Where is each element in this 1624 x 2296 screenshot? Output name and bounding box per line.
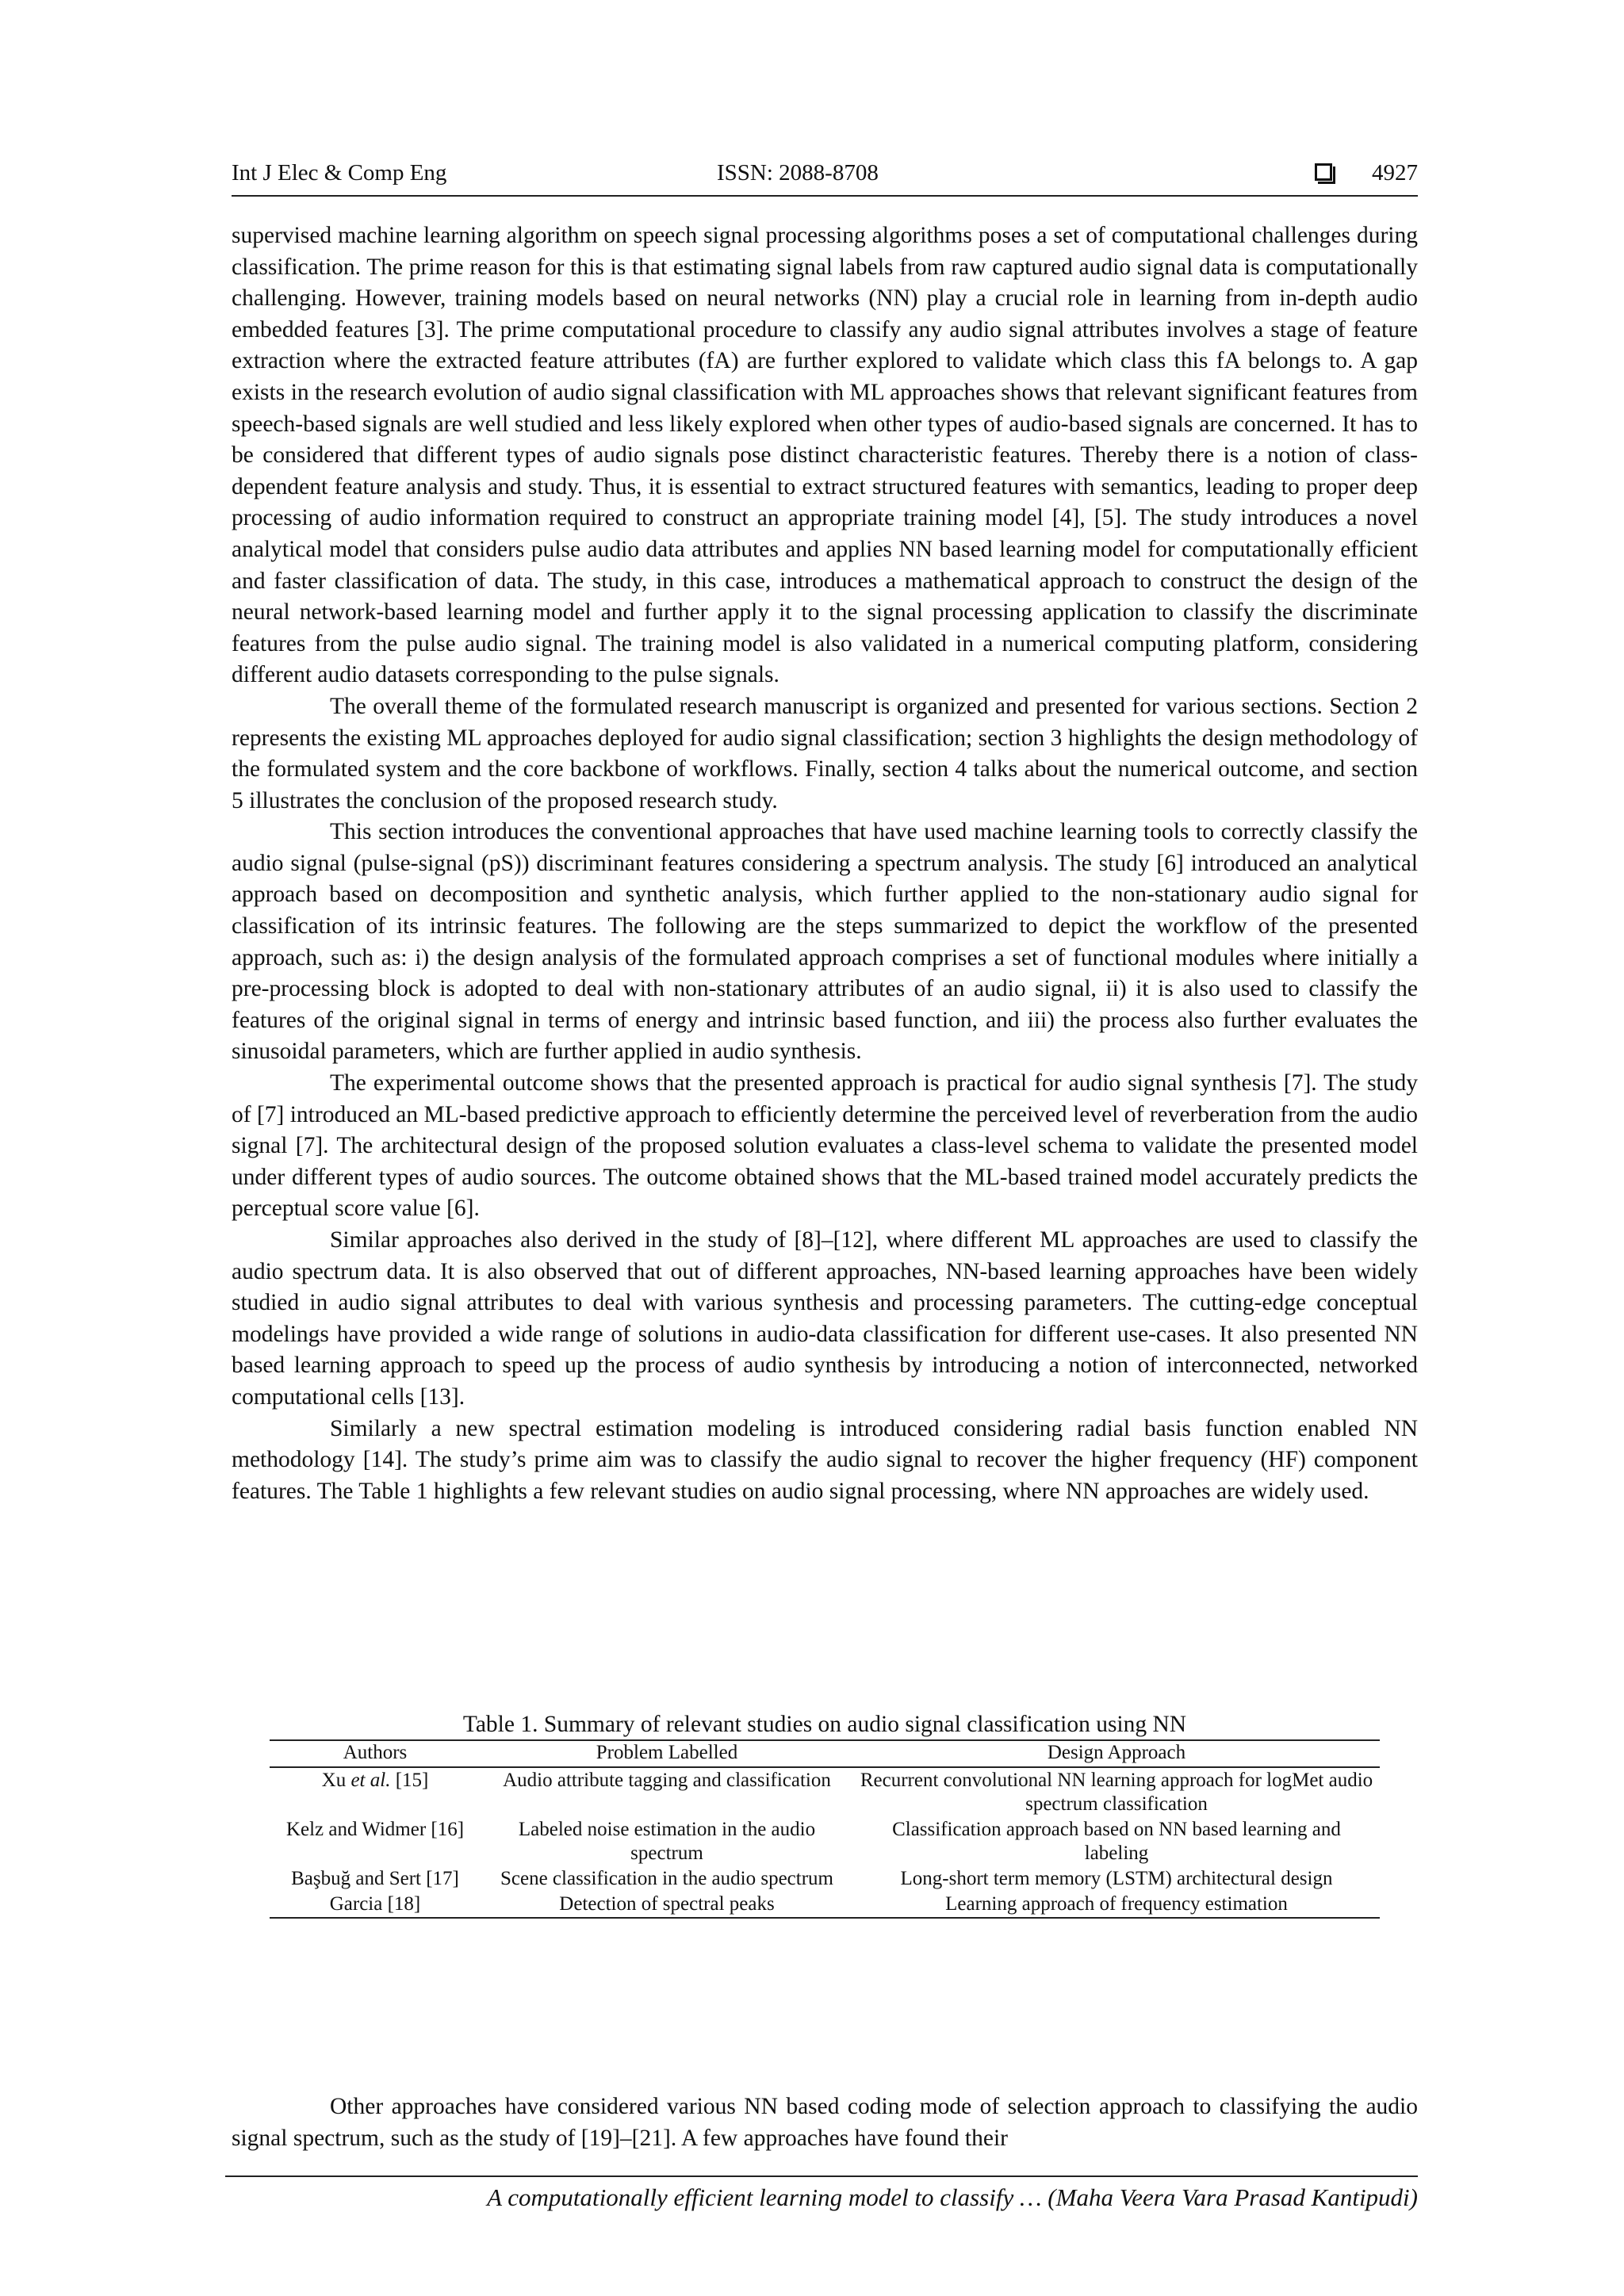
summary-table xyxy=(270,1739,1380,1919)
paragraph-2: The overall theme of the formulated research manuscript is organized and presented for various sections. Section 2 represents the existing ML approaches deployed for audio signal classification; section 3 highlights the design methodology of the formulated system and the core backbone of workflows. Finally, section 4 talks about the numerical outcome, and section 5 illustrates the conclusion of the proposed research study. xyxy=(232,693,1418,813)
page-number: 4927 xyxy=(1372,160,1418,186)
table-header-row xyxy=(270,1740,1380,1767)
page-box-icon xyxy=(1315,163,1332,181)
paragraph-1: supervised machine learning algorithm on speech signal processing algorithms poses a set of computational challenges during classification. The prime reason for this is that estimating signal labels from raw captured audio signal data is computationally challenging. However, training models based on neural networks (NN) play a crucial role in learning from in-depth audio embedded features [3]. The prime computational procedure to classify any audio signal attributes involves a stage of feature extraction where the extracted feature attributes (fA) are further explored to validate which class this fA belongs to. A gap exists in the research evolution of audio signal classification with ML approaches shows that relevant significant features from speech-based signals are well studied and less likely explored when other types of audio-based signals are concerned. It has to be considered that different types of audio signals pose distinct characteristic features. Thereby there is a notion of class-dependent feature analysis and study. Thus, it is essential to extract structured features with semantics, leading to proper deep processing of audio information required to construct an appropriate training model [4], [5]. The study introduces a novel analytical model that considers pulse audio data attributes and applies NN based learning model for computationally efficient and faster classification of data. The study, in this case, introduces a mathematical approach to construct the design of the neural network-based learning model and further apply it to the signal processing application to classify the discriminate features from the pulse audio signal. The training model is also validated in a numerical computing platform, considering different audio datasets corresponding to the pulse signals. xyxy=(232,223,1418,688)
journal-name: Int J Elec & Comp Eng xyxy=(232,160,447,186)
cell-author xyxy=(270,1767,481,1817)
paragraph-3: This section introduces the conventional approaches that have used machine learning tools to correctly classify the audio signal (pulse-signal (pS)) discriminant features considering a spectrum analysis. The study [6] introduced an analytical approach based on decomposition and synthetic analysis, which further applied to the non-stationary audio signal for classification of its intrinsic features. The following are the steps summarized to depict the workflow of the presented approach, such as: i) the design analysis of the formulated approach comprises a set of functional modules where initially a pre-processing block is adopted to deal with non-stationary attributes of an audio signal, ii) it is also used to classify the features of the original signal in terms of energy and intrinsic based function, and iii) the process also further evaluates the sinusoidal parameters, which are further applied in audio synthesis. xyxy=(232,819,1418,1065)
body-text xyxy=(232,220,1418,1507)
cell-author xyxy=(270,1892,481,1918)
column-header-authors: Authors xyxy=(270,1740,481,1767)
table-row xyxy=(270,1892,1380,1918)
table-row xyxy=(270,1866,1380,1892)
table-1 xyxy=(270,1709,1380,1919)
after-table-text xyxy=(232,2091,1418,2154)
table-row xyxy=(270,1817,1380,1866)
table-caption: Table 1. Summary of relevant studies on audio signal classification using NN xyxy=(462,1712,1187,1737)
author-etal: et al. xyxy=(350,1770,391,1791)
column-header-problem: Problem Labelled xyxy=(481,1740,853,1767)
issn: ISSN: 2088-8708 xyxy=(717,160,879,186)
page xyxy=(232,155,1418,2211)
paragraph-4: The experimental outcome shows that the presented approach is practical for audio signal synthesis [7]. The study of [7] introduced an ML-based predictive approach to efficiently determine the perceived level of reverberation from the audio signal [7]. The architectural design of the proposed solution evaluates a class-level schema to validate the presented model under different types of audio sources. The outcome obtained shows that the ML-based trained model accurately predicts the perceptual score value [6]. xyxy=(232,1070,1418,1222)
table-row xyxy=(270,1767,1380,1817)
author-text: Garcia [18] xyxy=(329,1893,421,1915)
paragraph-7: Other approaches have considered various NN based coding mode of selection approach to classifying the audio signal spectrum, such as the study of [19]–[21]. A few approaches have found their xyxy=(232,2094,1418,2151)
paragraph-5: Similar approaches also derived in the study of [8]–[12], where different ML approaches are used to classify the audio spectrum data. It is also observed that out of different approaches, NN-based learning approaches have been widely studied in audio signal attributes to deal with various synthesis and processing parameters. The cutting-edge conceptual modelings have provided a wide range of solutions in audio-data classification for different use-cases. It also presented NN based learning approach to speed up the process of audio synthesis by introducing a notion of interconnected, networked computational cells [13]. xyxy=(232,1227,1418,1410)
cell-author xyxy=(270,1817,481,1866)
running-title: A computationally efficient learning model to classify … (Maha Veera Vara Prasad Kantipudi) xyxy=(487,2183,1418,2211)
cell-design: Long-short term memory (LSTM) architectural design xyxy=(900,1868,1333,1889)
author-ref: [15] xyxy=(390,1770,429,1791)
cell-author xyxy=(270,1866,481,1892)
page-footer xyxy=(225,2175,1418,2212)
page-header xyxy=(232,155,1418,197)
cell-problem: Scene classification in the audio spectrum xyxy=(500,1868,833,1889)
cell-problem: Detection of spectral peaks xyxy=(559,1893,775,1915)
author-text: Kelz and Widmer [16] xyxy=(285,1819,465,1840)
cell-design: Learning approach of frequency estimation xyxy=(945,1893,1288,1915)
author-text: Başbuğ and Sert [17] xyxy=(291,1868,459,1889)
column-header-design: Design Approach xyxy=(853,1740,1380,1767)
cell-design: Recurrent convolutional NN learning approach for logMet audio spectrum classification xyxy=(860,1770,1373,1815)
author-text: Xu xyxy=(321,1770,351,1791)
paragraph-6: Similarly a new spectral estimation modeling is introduced considering radial basis function enabled NN methodology [14]. The study’s prime aim was to classify the audio signal to recover the higher frequency (HF) component features. The Table 1 highlights a few relevant studies on audio signal processing, where NN approaches are widely used. xyxy=(232,1415,1418,1504)
cell-problem: Audio attribute tagging and classification xyxy=(503,1770,831,1791)
cell-problem: Labeled noise estimation in the audio spectrum xyxy=(518,1819,816,1864)
cell-design: Classification approach based on NN based learning and labeling xyxy=(892,1819,1341,1864)
